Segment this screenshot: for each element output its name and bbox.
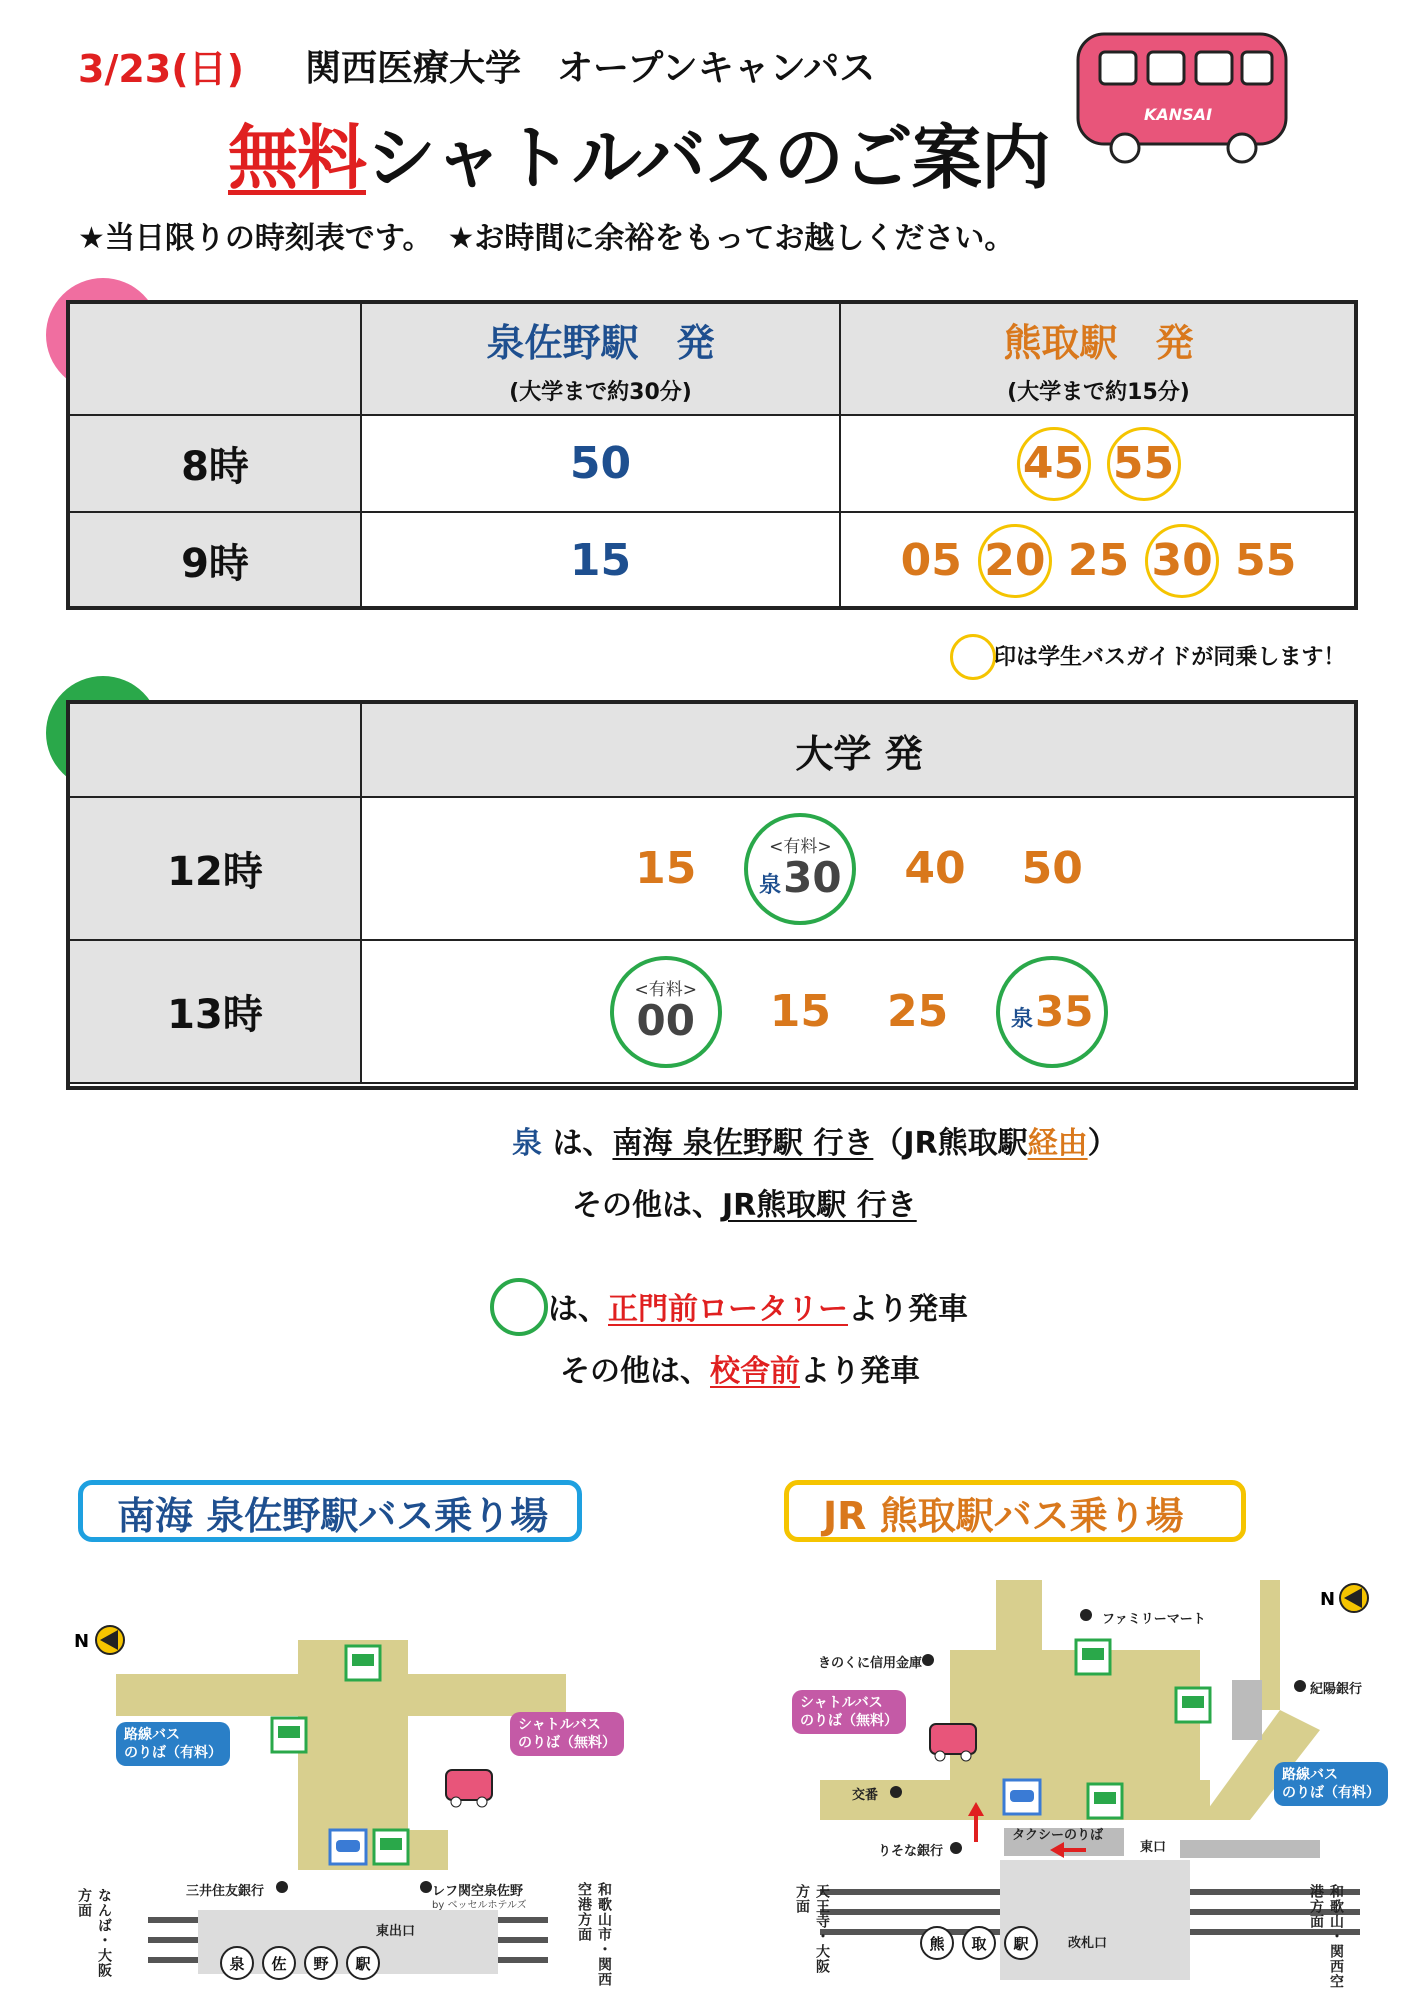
rotary-departure — [996, 956, 1108, 1068]
landmark-bank: 三井住友銀行 — [186, 1884, 265, 1899]
direction-wakayama: 和歌山市・関西空港方面 — [576, 1882, 612, 1987]
legend-text: その他は、 — [572, 1188, 722, 1223]
legend-other-dest — [572, 1180, 917, 1224]
station-char: 熊 — [920, 1926, 954, 1960]
paid-label: <有料> — [769, 836, 832, 857]
station-char: 取 — [962, 1926, 996, 1960]
route-bus-stop-label: 路線バス のりば（有料） — [116, 1722, 230, 1766]
green-circle-icon — [490, 1278, 548, 1336]
legend-sen-line — [512, 1118, 1118, 1162]
university-times-13 — [361, 940, 1357, 1083]
departure-time: 25 — [887, 986, 949, 1037]
legend-text: より発車 — [848, 1292, 968, 1327]
map-title-izumisano — [78, 1480, 582, 1542]
station-char: 駅 — [346, 1946, 380, 1980]
landmark-kinokuni: きのくに信用金庫 — [818, 1656, 923, 1671]
time-value: 25 — [1067, 535, 1130, 586]
legend-rotary: 正門前ロータリー — [608, 1292, 848, 1327]
shuttle-stop-label: シャトルバス のりば（無料） — [510, 1712, 624, 1756]
direction-tennoji: 天王寺・大阪方面 — [794, 1884, 830, 1974]
station-char: 野 — [304, 1946, 338, 1980]
rotary-departure — [744, 813, 856, 925]
bus-logo-text: KANSAI — [1143, 105, 1213, 124]
departure-time: 15 — [769, 986, 831, 1037]
outbound-corner — [69, 303, 361, 415]
header-note: ★当日限りの時刻表です。 ★お時間に余裕をもってお越しください。 — [78, 221, 1015, 256]
time-line — [1011, 986, 1094, 1036]
guide-time — [1107, 427, 1181, 501]
route-bus-stop-label: 路線バス のりば（有料） — [1274, 1762, 1388, 1806]
legend-building: 校舎前 — [710, 1354, 800, 1389]
direction-kansai-airport: 和歌山・関西空港方面 — [1308, 1884, 1344, 1989]
hour-9: 9時 — [69, 512, 361, 609]
departure-time: 15 — [635, 843, 697, 894]
map-title-part: バス乗り場 — [993, 1494, 1184, 1538]
legend-text: より発車 — [800, 1354, 920, 1389]
university-header: 大学 発 — [361, 703, 1357, 797]
kumatori-station-name — [920, 1926, 1038, 1960]
departure-time: 40 — [904, 843, 966, 894]
taxi-stand-label: タクシーのりば — [1012, 1828, 1104, 1843]
bus-stop-icon — [272, 1718, 306, 1752]
landmark-hotel-sub: by ベッセルホテルズ — [432, 1900, 527, 1911]
kumatori-header — [840, 303, 1357, 415]
bus-stop-icon — [1176, 1688, 1210, 1722]
landmark-police: 交番 — [852, 1788, 879, 1803]
sen-mark: 泉 — [1011, 1006, 1034, 1032]
kumatori-times-9 — [840, 512, 1357, 609]
east-exit-label: 東出口 — [376, 1924, 416, 1939]
map-title-station: 泉佐野駅 — [206, 1494, 359, 1538]
map-title-part: JR — [823, 1494, 880, 1538]
legend-via: 経由 — [1027, 1126, 1088, 1161]
guide-time — [978, 524, 1052, 598]
time-value: 45 — [1022, 438, 1085, 489]
inbound-timetable — [68, 702, 1358, 1084]
kumatori-times-8 — [840, 415, 1357, 512]
direction-namba: なんば・大阪方面 — [76, 1888, 112, 1978]
landmark-hotel: レフ関空泉佐野 — [432, 1884, 524, 1899]
izumisano-map — [68, 1610, 628, 1980]
inbound-corner — [69, 703, 361, 797]
kumatori-subtitle: (大学まで約15分) — [1007, 380, 1190, 405]
map-title-kumatori — [784, 1480, 1246, 1542]
bus-stop-icon — [346, 1646, 380, 1680]
izumisano-title: 泉佐野駅 発 — [486, 321, 715, 365]
guide-circle-icon — [950, 634, 996, 680]
hour-12: 12時 — [69, 797, 361, 940]
legend-text: その他は、 — [560, 1354, 710, 1389]
izumisano-time: 50 — [569, 438, 632, 489]
title-rest: シャトルバスのご案内 — [366, 117, 1050, 199]
legend-rotary-line — [548, 1284, 968, 1328]
departure-time: 50 — [1021, 843, 1083, 894]
shuttle-bus-icon — [446, 1770, 492, 1807]
bus-stop-icon — [1088, 1784, 1122, 1818]
izumisano-station-name — [220, 1946, 380, 1980]
izumisano-header — [361, 303, 840, 415]
bus-stop-icon — [374, 1830, 408, 1864]
time-value: 55 — [1235, 535, 1297, 586]
guide-time — [1145, 524, 1219, 598]
page-title — [228, 102, 1050, 203]
legend-dest: JR熊取駅 行き — [722, 1188, 917, 1223]
legend-text: ） — [1087, 1126, 1118, 1161]
kumatori-title: 熊取駅 発 — [1003, 321, 1194, 365]
ticket-gate-label: 改札口 — [1068, 1936, 1108, 1951]
map-title-part: 南海 — [117, 1494, 207, 1538]
outbound-timetable — [68, 302, 1358, 610]
landmark-kiyo: 紀陽銀行 — [1310, 1682, 1363, 1697]
time-value: 00 — [636, 995, 695, 1045]
legend-dest: 南海 泉佐野駅 行き — [612, 1126, 874, 1161]
taxi-icon — [330, 1830, 366, 1864]
event-date: 3/23(日) — [78, 47, 244, 91]
guide-note: 印は学生バスガイドが同乗します！ — [994, 645, 1346, 670]
north-label: N — [1320, 1589, 1336, 1610]
paid-label: <有料> — [634, 979, 698, 1000]
time-value: 30 — [783, 852, 842, 902]
map-title-part: バス乗り場 — [358, 1494, 549, 1538]
title-free: 無料 — [228, 117, 366, 199]
event-name: 関西医療大学 オープンキャンパス — [305, 48, 876, 89]
sen-mark: 泉 — [512, 1126, 542, 1161]
bus-stop-icon — [1076, 1640, 1110, 1674]
university-times-12 — [361, 797, 1357, 940]
hour-8: 8時 — [69, 415, 361, 512]
station-char: 駅 — [1004, 1926, 1038, 1960]
station-char: 泉 — [220, 1946, 254, 1980]
sen-mark: 泉 — [759, 872, 782, 898]
station-char: 佐 — [262, 1946, 296, 1980]
legend-text: は、 — [548, 1292, 608, 1327]
map-title-station: 熊取駅 — [879, 1494, 994, 1538]
departure-time — [1067, 535, 1130, 586]
time-value: 30 — [1151, 535, 1213, 586]
time-value: 35 — [1035, 986, 1094, 1036]
time-value: 20 — [984, 535, 1046, 586]
legend-text: （JR熊取駅 — [873, 1126, 1028, 1161]
legend-other-stop — [560, 1346, 920, 1390]
bus-illustration-icon — [1070, 22, 1300, 172]
taxi-icon — [1004, 1780, 1040, 1814]
time-line — [636, 995, 695, 1045]
north-label: N — [74, 1631, 90, 1652]
shuttle-stop-label: シャトルバス のりば（無料） — [792, 1690, 906, 1734]
time-line — [759, 852, 842, 902]
time-value: 55 — [1112, 438, 1175, 489]
guide-time — [1017, 427, 1091, 501]
rotary-departure — [610, 956, 722, 1068]
legend-text: は、 — [542, 1126, 613, 1161]
landmark-familymart: ファミリーマート — [1102, 1612, 1206, 1627]
izumisano-subtitle: (大学まで約30分) — [509, 380, 692, 405]
departure-time — [1235, 535, 1297, 586]
east-exit-label: 東口 — [1140, 1840, 1167, 1855]
time-value: 05 — [900, 535, 962, 586]
hour-13: 13時 — [69, 940, 361, 1083]
landmark-resona: りそな銀行 — [878, 1844, 944, 1859]
izumisano-time: 15 — [569, 535, 632, 586]
departure-time — [900, 535, 962, 586]
